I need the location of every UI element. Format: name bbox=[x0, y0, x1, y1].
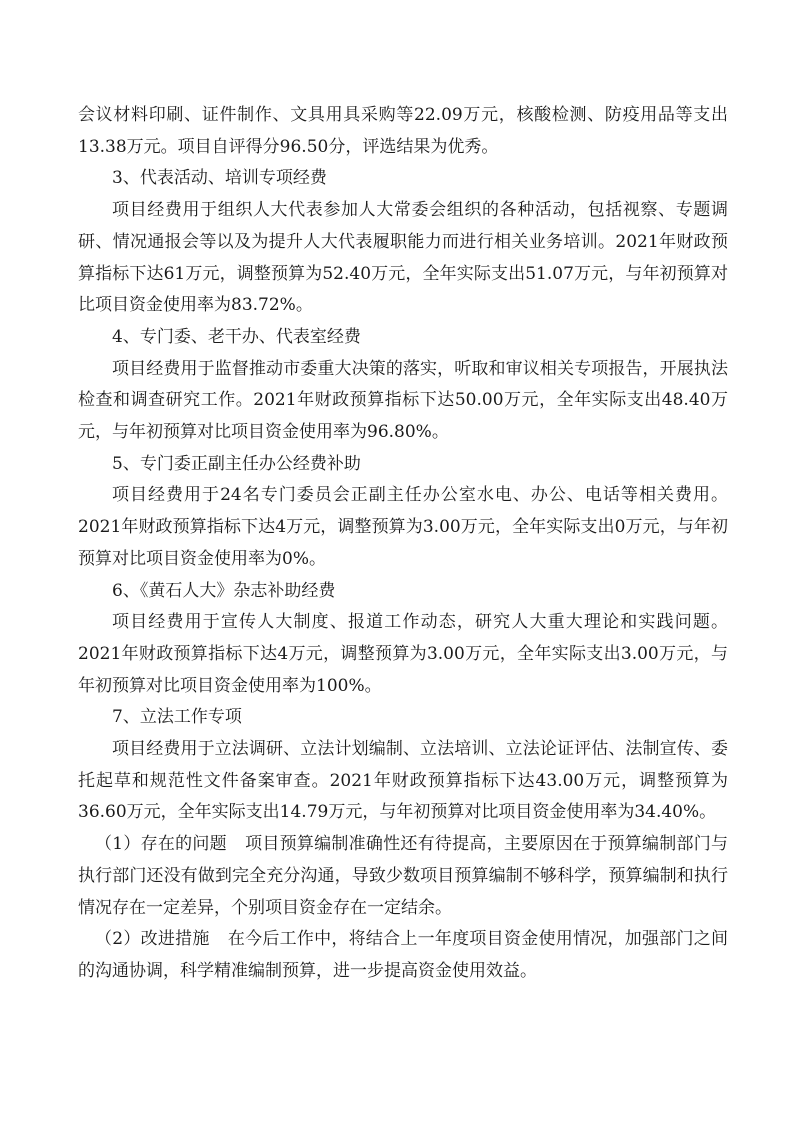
section-heading: 7、立法工作专项 bbox=[112, 707, 242, 728]
section-body: 项目经费用于立法调研、立法计划编制、立法培训、立法论证评估、法制宣传、委托起草和规范性文件备案审查。2021年财政预算指标下达43.00万元，调整预算为36.60万元，全年实际支出14.79万元，与年初预算对比项目资金使用率为34.40%。 bbox=[78, 739, 728, 823]
problems-label: （1）存在的问题 bbox=[95, 834, 227, 855]
problems-text: 项目预算编制准确性还有待提高，主要原因在于预算编制部门与执行部门还没有做到完全充分沟通，导致少数项目预算编制不够科学，预算编制和执行情况存在一定差异，个别项目资金存在一定结余。 bbox=[78, 834, 728, 918]
section-heading: 6、《黄石人大》杂志补助经费 bbox=[112, 580, 336, 601]
measures-paragraph bbox=[78, 924, 728, 987]
intro-paragraph: 会议材料印刷、证件制作、文具用具采购等22.09万元，核酸检测、防疫用品等支出13.38万元。项目自评得分96.50分，评选结果为优秀。 bbox=[78, 105, 728, 157]
section-body: 项目经费用于监督推动市委重大决策的落实，听取和审议相关专项报告，开展执法检查和调查研究工作。2021年财政预算指标下达50.00万元，全年实际支出48.40万元，与年初预算对比项目资金使用率为96.80%。 bbox=[78, 358, 728, 443]
section-heading: 3、代表活动、培训专项经费 bbox=[112, 168, 327, 189]
section-heading: 5、专门委正副主任办公经费补助 bbox=[112, 453, 361, 474]
document-page bbox=[78, 100, 728, 988]
section-body: 项目经费用于组织人大代表参加人大常委会组织的各种活动，包括视察、专题调研、情况通报会等以及为提升人大代表履职能力而进行相关业务培训。2021年财政预算指标下达61万元，调整预算为52.40万元，全年实际支出51.07万元，与年初预算对比项目资金使用率为83.72%。 bbox=[78, 200, 728, 316]
problems-paragraph bbox=[78, 829, 728, 924]
measures-label: （2）改进措施 bbox=[95, 929, 210, 950]
measures-text: 在今后工作中，将结合上一年度项目资金使用情况，加强部门之间的沟通协调，科学精准编制预算，进一步提高资金使用效益。 bbox=[78, 929, 728, 981]
section-heading: 4、专门委、老干办、代表室经费 bbox=[112, 326, 361, 347]
section-body: 项目经费用于24名专门委员会正副主任办公室水电、办公、电话等相关费用。2021年财政预算指标下达4万元，调整预算为3.00万元，全年实际支出0万元，与年初预算对比项目资金使用率为0%。 bbox=[78, 485, 728, 569]
section-body: 项目经费用于宣传人大制度、报道工作动态，研究人大重大理论和实践问题。2021年财政预算指标下达4万元，调整预算为3.00万元，全年实际支出3.00万元，与年初预算对比项目资金使用率为100%。 bbox=[78, 612, 728, 696]
